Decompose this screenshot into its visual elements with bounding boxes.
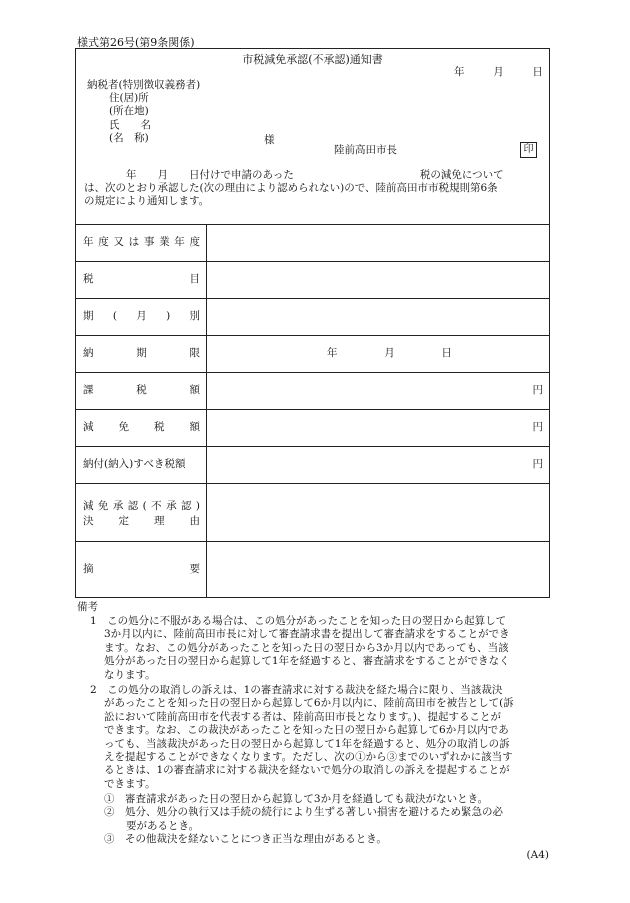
row-label-cell	[76, 225, 207, 261]
note-line: 処分があった日の翌日から起算して1年を経過すると、審査請求をすることができなく	[104, 655, 510, 668]
header-section	[76, 49, 549, 224]
remark-note-2	[90, 684, 550, 791]
row-label-cell	[76, 542, 207, 598]
yen-unit: 円	[532, 421, 543, 434]
note-line: えを提起することができなくなります。ただし、次の①から③までのいずれかに該当す	[104, 751, 513, 764]
tax-item-value	[207, 262, 549, 298]
paper-size: (A4)	[526, 849, 549, 861]
form-title: 市税減免承認(不承認)通知書	[242, 53, 383, 66]
assessed-tax-value	[207, 373, 549, 409]
exempted-tax-value	[207, 410, 549, 446]
due-date-label: 納期限	[83, 347, 200, 360]
table-row	[76, 541, 549, 598]
table-row	[76, 409, 549, 446]
issue-day-label: 日	[532, 66, 543, 78]
due-date-value	[207, 336, 549, 372]
note-line: 2 この処分の取消しの訴えは、1の審査請求に対する裁決を経た場合に限り、当該裁決	[90, 684, 503, 696]
table-row	[76, 224, 549, 261]
fiscal-year-label: 年度又は事業年度	[83, 236, 200, 249]
table-row	[76, 483, 549, 541]
recipient-label: 納税者(特別徴収義務者)	[87, 79, 201, 91]
body-line: の規定により通知します。	[84, 195, 210, 207]
subnote-2: ② 処分、処分の執行又は手続の続行により生ずる著しい損害を避けるため緊急の必	[104, 806, 503, 819]
note-line: ます。なお、この処分があったことを知った日の翌日から3か月以内であっても、当該	[104, 641, 509, 654]
entity-name-label: (名 称)	[109, 132, 149, 144]
row-label-cell	[76, 262, 207, 298]
yen-unit: 円	[532, 384, 543, 397]
yen-unit: 円	[532, 458, 543, 471]
fiscal-year-value	[207, 225, 549, 261]
form-number: 様式第26号(第9条関係)	[77, 36, 195, 49]
address-label: 住(居)所	[109, 92, 149, 104]
payable-tax-value	[207, 447, 549, 483]
tax-item-label: 税目	[83, 273, 200, 286]
note-line: できます。	[104, 777, 156, 790]
summary-label: 摘要	[83, 563, 200, 576]
assessed-tax-label: 課税額	[83, 384, 200, 397]
row-label-cell	[76, 373, 207, 409]
issue-date	[454, 66, 543, 80]
note-line: があったことを知った日の翌日から起算して6か月以内に、陸前高田市を被告として(訴	[104, 697, 514, 710]
row-label-cell	[76, 447, 207, 483]
name-label: 氏 名	[109, 119, 151, 131]
subnote-2-cont: 要があるとき。	[126, 819, 200, 832]
remark-subnotes	[104, 793, 550, 847]
notice-form	[75, 48, 550, 598]
decision-reason-label-line1: 減免承認(不承認)	[83, 500, 200, 512]
exempted-tax-label: 減免税額	[83, 421, 200, 434]
body-line: は、次のとおり承認した(次の理由により認められない)ので、陸前高田市市税規則第6条	[84, 182, 498, 194]
table-row	[76, 298, 549, 335]
subnote-1: ① 審査請求があった日の翌日から起算して3か月を経過しても裁決がないとき。	[104, 793, 489, 805]
note-line: 3か月以内に、陸前高田市長に対して審査請求書を提出して審査請求をすることができ	[104, 628, 510, 641]
row-label-cell	[76, 410, 207, 446]
row-label-cell	[76, 336, 207, 372]
note-line: なります。	[104, 668, 156, 681]
decision-reason-value	[207, 484, 549, 541]
remarks-title: 備考	[77, 601, 98, 613]
note-line: るときは、1の審査請求に対する裁決を経ないで処分の取消しの訴えを提起することが	[104, 764, 510, 777]
remark-note-1	[90, 615, 550, 682]
location-label: (所在地)	[109, 105, 149, 117]
issue-month-label: 月	[493, 66, 504, 78]
period-label: 期(月)別	[83, 310, 200, 323]
issuer-mayor: 陸前高田市長	[334, 144, 397, 156]
due-day-label: 日	[441, 347, 452, 360]
table-row	[76, 261, 549, 298]
due-year-label: 年	[327, 347, 338, 360]
note-line: できます。なお、この裁決があったことを知った日の翌日から起算して6か月以内であ	[104, 724, 509, 737]
issue-year-label: 年	[454, 66, 465, 78]
note-line: っても、当該裁決があった日の翌日から起算して1年を経過すると、処分の取消しの訴	[104, 737, 510, 750]
decision-reason-label-line2: 決定理由	[83, 515, 200, 527]
note-line: 1 この処分に不服がある場合は、この処分があったことを知った日の翌日から起算して	[90, 615, 507, 627]
table-row	[76, 372, 549, 409]
table-row	[76, 446, 549, 483]
period-value	[207, 299, 549, 335]
row-label-cell	[76, 299, 207, 335]
body-line: 年 月 日付けで申請のあった 税の減免について	[84, 169, 504, 181]
subnote-3: ③ その他裁決を経ないことにつき正当な理由があるとき。	[104, 833, 387, 846]
notice-body	[84, 169, 546, 208]
summary-value	[207, 542, 549, 598]
note-line: 訟において陸前高田市を代表する者は、陸前高田市長となります。)、提起することが	[104, 710, 502, 723]
payable-tax-label: 納付(納入)すべき税額	[83, 458, 186, 471]
honorific: 様	[264, 134, 275, 146]
table-row	[76, 335, 549, 372]
due-date-ymd	[327, 347, 452, 361]
seal-mark: 印	[520, 142, 537, 158]
due-month-label: 月	[384, 347, 395, 360]
row-label-cell	[76, 484, 207, 541]
